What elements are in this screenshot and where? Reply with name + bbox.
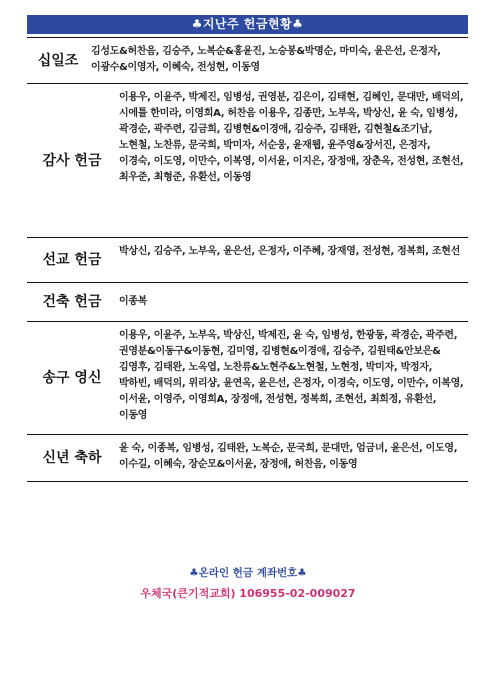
row-label: 송구 영신: [42, 370, 102, 386]
row-label: 건축 헌금: [42, 294, 102, 310]
row-new-year-service: [27, 322, 468, 435]
row-names: 이종복: [119, 296, 148, 307]
row-names: 윤 숙, 이종복, 임병성, 김태완, 노복순, 문국희, 문대만, 엄금녀, 윤은선, 이도영, 이수길, 이혜숙, 장순모&이서윤, 장정애, 허찬음, 이동영: [119, 443, 458, 470]
online-account-title: ♣온라인 헌금 계좌번호♣: [189, 567, 307, 579]
row-building: [27, 283, 468, 322]
row-names: 이용우, 이윤주, 노부옥, 박상신, 박제진, 윤 숙, 임병성, 한광동, 곽경순, 곽주련, 권영분&이동구&이동현, 김미영, 김병현&이경애, 김승주, 김원태&안보은&김영후, 김태완, 노옥엽, 노찬류&노현주&노현철, 노현정, 박미자, 박정자, 박하빈, 배덕의, 위리샹, 윤연옥, 윤은선, 은정자, 이경숙, 이도영, 이만수, 이복영, 이서윤, 이영주, 이영희A, 장정애, 전성현, 정복희, 조현선, 최희정, 유환선, 이동영: [119, 330, 464, 421]
row-thanksgiving: [27, 84, 468, 238]
row-names: 김성도&허찬음, 김승주, 노복순&홍윤진, 노승봉&박명순, 마미숙, 윤은선, 은정자, 이광수&이영자, 이혜숙, 전성현, 이동영: [91, 46, 441, 73]
row-label: 선교 헌금: [42, 252, 102, 268]
row-label: 감사 헌금: [42, 152, 102, 169]
row-names: 박상신, 김승주, 노부옥, 윤은선, 은정자, 이주혜, 장재영, 전성현, 정복희, 조현선: [119, 246, 460, 257]
row-label: 신년 축하: [42, 450, 102, 466]
offering-table: [27, 37, 468, 482]
online-account-number: 우체국(큰기적교회) 106955-02-009027: [140, 587, 356, 600]
row-names: 이용우, 이윤주, 박제진, 임병성, 권영분, 김은이, 김태현, 김혜인, 문대만, 배덕의, 시에틀 한미라, 이영희A, 허찬음 이용우, 김종만, 노부옥, 박상신, 윤 숙, 임병성, 곽경순, 곽주련, 김금희, 김병현&이경애, 김승주, 김태완, 김현철&조기남, 노현철, 노찬류, 문국희, 박미자, 서순웅, 윤재웹, 윤주영&장서진, 은정자, 이경숙, 이도영, 이만수, 이복영, 이서윤, 이지은, 장정애, 장춘옥, 전성현, 조현선, 최우준, 최형준, 유환선, 이동영: [119, 92, 464, 183]
row-new-year-celebration: [27, 435, 468, 482]
row-label: 십일조: [37, 52, 79, 69]
row-mission: [27, 238, 468, 283]
row-tithe: [27, 37, 468, 84]
page-title: ♣지난주 헌금현황♣: [27, 15, 468, 34]
